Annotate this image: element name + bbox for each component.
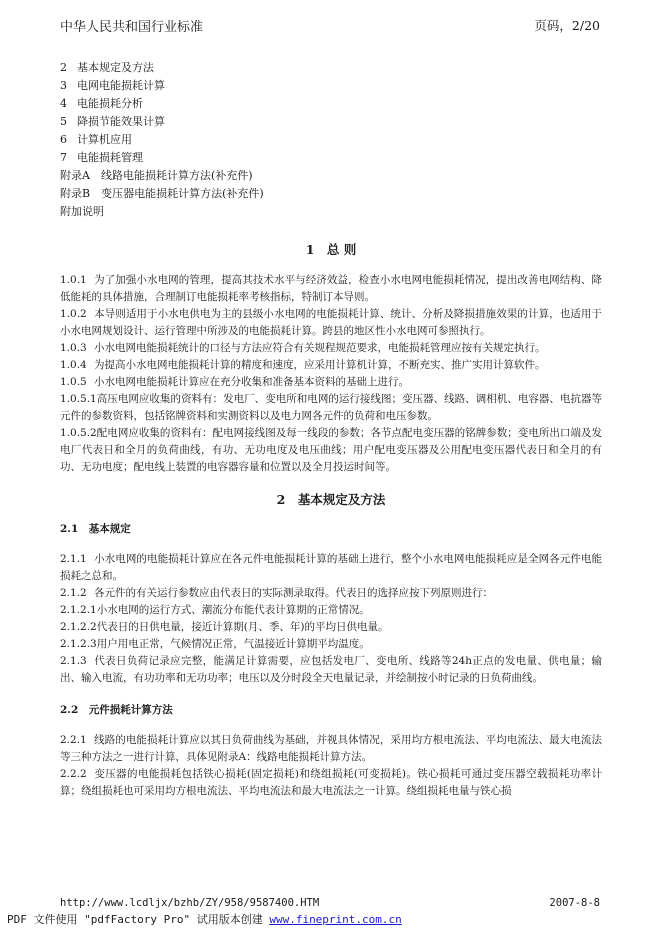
subsection-title: 2.1 基本规定 — [60, 523, 131, 535]
paragraph: 2.1.2.1小水电网的运行方式、潮流分布能代表计算期的正常情况。 — [60, 604, 370, 616]
section-1-paragraphs — [60, 272, 602, 476]
page-number: 页码，2/20 — [534, 18, 600, 33]
toc-item: 附录A 线路电能损耗计算方法(补充件) — [60, 169, 253, 182]
section-title: 2 基本规定及方法 — [276, 492, 386, 507]
paragraph: 2.2.2 变压器的电能损耗包括铁心损耗(固定损耗)和绕组损耗(可变损耗)。铁心损耗可通过变压器空载损耗功率计算；绕组损耗也可采用均方根电流法、平均电流法和最大电流法之一计算。绕组损耗电量与铁心损 — [60, 768, 602, 797]
paragraph: 2.1.1 小水电网的电能损耗计算应在各元件电能损耗计算的基础上进行，整个小水电网电能损耗应是全网各元件电能损耗之总和。 — [60, 553, 602, 582]
toc-item: 2 基本规定及方法 — [60, 61, 154, 74]
toc-item: 附录B 变压器电能损耗计算方法(补充件) — [60, 187, 264, 200]
toc — [60, 59, 602, 221]
footer-date: 2007-8-8 — [549, 897, 600, 909]
section-2-1-paragraphs — [60, 551, 602, 687]
footer-url: http://www.lcdljx/bzhb/ZY/958/9587400.HTM — [60, 897, 320, 909]
toc-item: 7 电能损耗管理 — [60, 151, 143, 164]
paragraph: 1.0.2 本导则适用于小水电供电为主的县级小水电网的电能损耗计算、统计、分析及降损措施效果的计算，也适用于小水电网规划设计、运行管理中所涉及的电能损耗计算。跨县的地区性小水电网可参照执行。 — [60, 308, 602, 337]
paragraph: 2.1.3 代表日负荷记录应完整，能满足计算需要，应包括发电厂、变电所、线路等24h正点的发电量、供电量；输出、输入电流，有功功率和无功功率；电压以及分时段全天电量记录，并绘制按小时记录的日负荷曲线。 — [60, 655, 602, 684]
section-2-2-paragraphs — [60, 732, 602, 800]
toc-item: 3 电网电能损耗计算 — [60, 79, 165, 92]
paragraph: 1.0.5 小水电网电能损耗计算应在充分收集和准备基本资料的基础上进行。 — [60, 376, 409, 388]
paragraph: 1.0.1 为了加强小水电网的管理，提高其技术水平与经济效益，检查小水电网电能损耗情况，提出改善电网结构、降低能耗的具体措施，合理制订电能损耗率考核指标，特制订本导则。 — [60, 274, 602, 303]
paragraph: 1.0.3 小水电网电能损耗统计的口径与方法应符合有关规程规范要求，电能损耗管理应按有关规定执行。 — [60, 342, 546, 354]
pdf-creator-note: PDF 文件使用 "pdfFactory Pro" 试用版本创建 www.fineprint.com.cn — [7, 913, 402, 926]
paragraph: 2.1.2 各元件的有关运行参数应由代表日的实际测录取得。代表日的选择应按下列原则进行： — [60, 587, 493, 599]
toc-item: 5 降损节能效果计算 — [60, 115, 165, 128]
paragraph: 2.2.1 线路的电能损耗计算应以其日负荷曲线为基础，并视具体情况，采用均方根电流法、平均电流法、最大电流法等三种方法之一进行计算，具体见附录A：线路电能损耗计算方法。 — [60, 734, 602, 763]
document-body — [60, 59, 602, 800]
header-title: 中华人民共和国行业标准 — [60, 20, 204, 35]
paragraph: 1.0.5.1高压电网应收集的资料有：发电厂、变电所和电网的运行接线图；变压器、线路、调相机、电容器、电抗器等元件的参数资料，包括铭牌资料和实测资料以及电力网各元件的负荷和电压参数。 — [60, 393, 602, 422]
paragraph: 2.1.2.3用户用电正常，气候情况正常，气温接近计算期平均温度。 — [60, 638, 370, 650]
paragraph: 1.0.4 为提高小水电网电能损耗计算的精度和速度，应采用计算机计算，不断充实、推广实用计算软件。 — [60, 359, 546, 371]
toc-item: 4 电能损耗分析 — [60, 97, 143, 110]
subsection-title: 2.2 元件损耗计算方法 — [60, 704, 173, 716]
section-title: 1 总 则 — [305, 242, 357, 257]
toc-item: 附加说明 — [60, 205, 104, 218]
paragraph: 2.1.2.2代表日的日供电量，接近计算期(月、季、年)的平均日供电量。 — [60, 621, 389, 633]
pdf-creator-link[interactable]: www.fineprint.com.cn — [269, 913, 402, 926]
paragraph: 1.0.5.2配电网应收集的资料有：配电网接线图及每一线段的参数；各节点配电变压器的铭牌参数；变电所出口端及发电厂代表日和全月的负荷曲线，有功、无功电度及电压曲线；用户配电变压器及公用配电变压器代表日和全月的有功、无功电度；配电线上装置的电容器容量和位置以及全月投运时间等。 — [60, 427, 602, 473]
toc-item: 6 计算机应用 — [60, 133, 132, 146]
